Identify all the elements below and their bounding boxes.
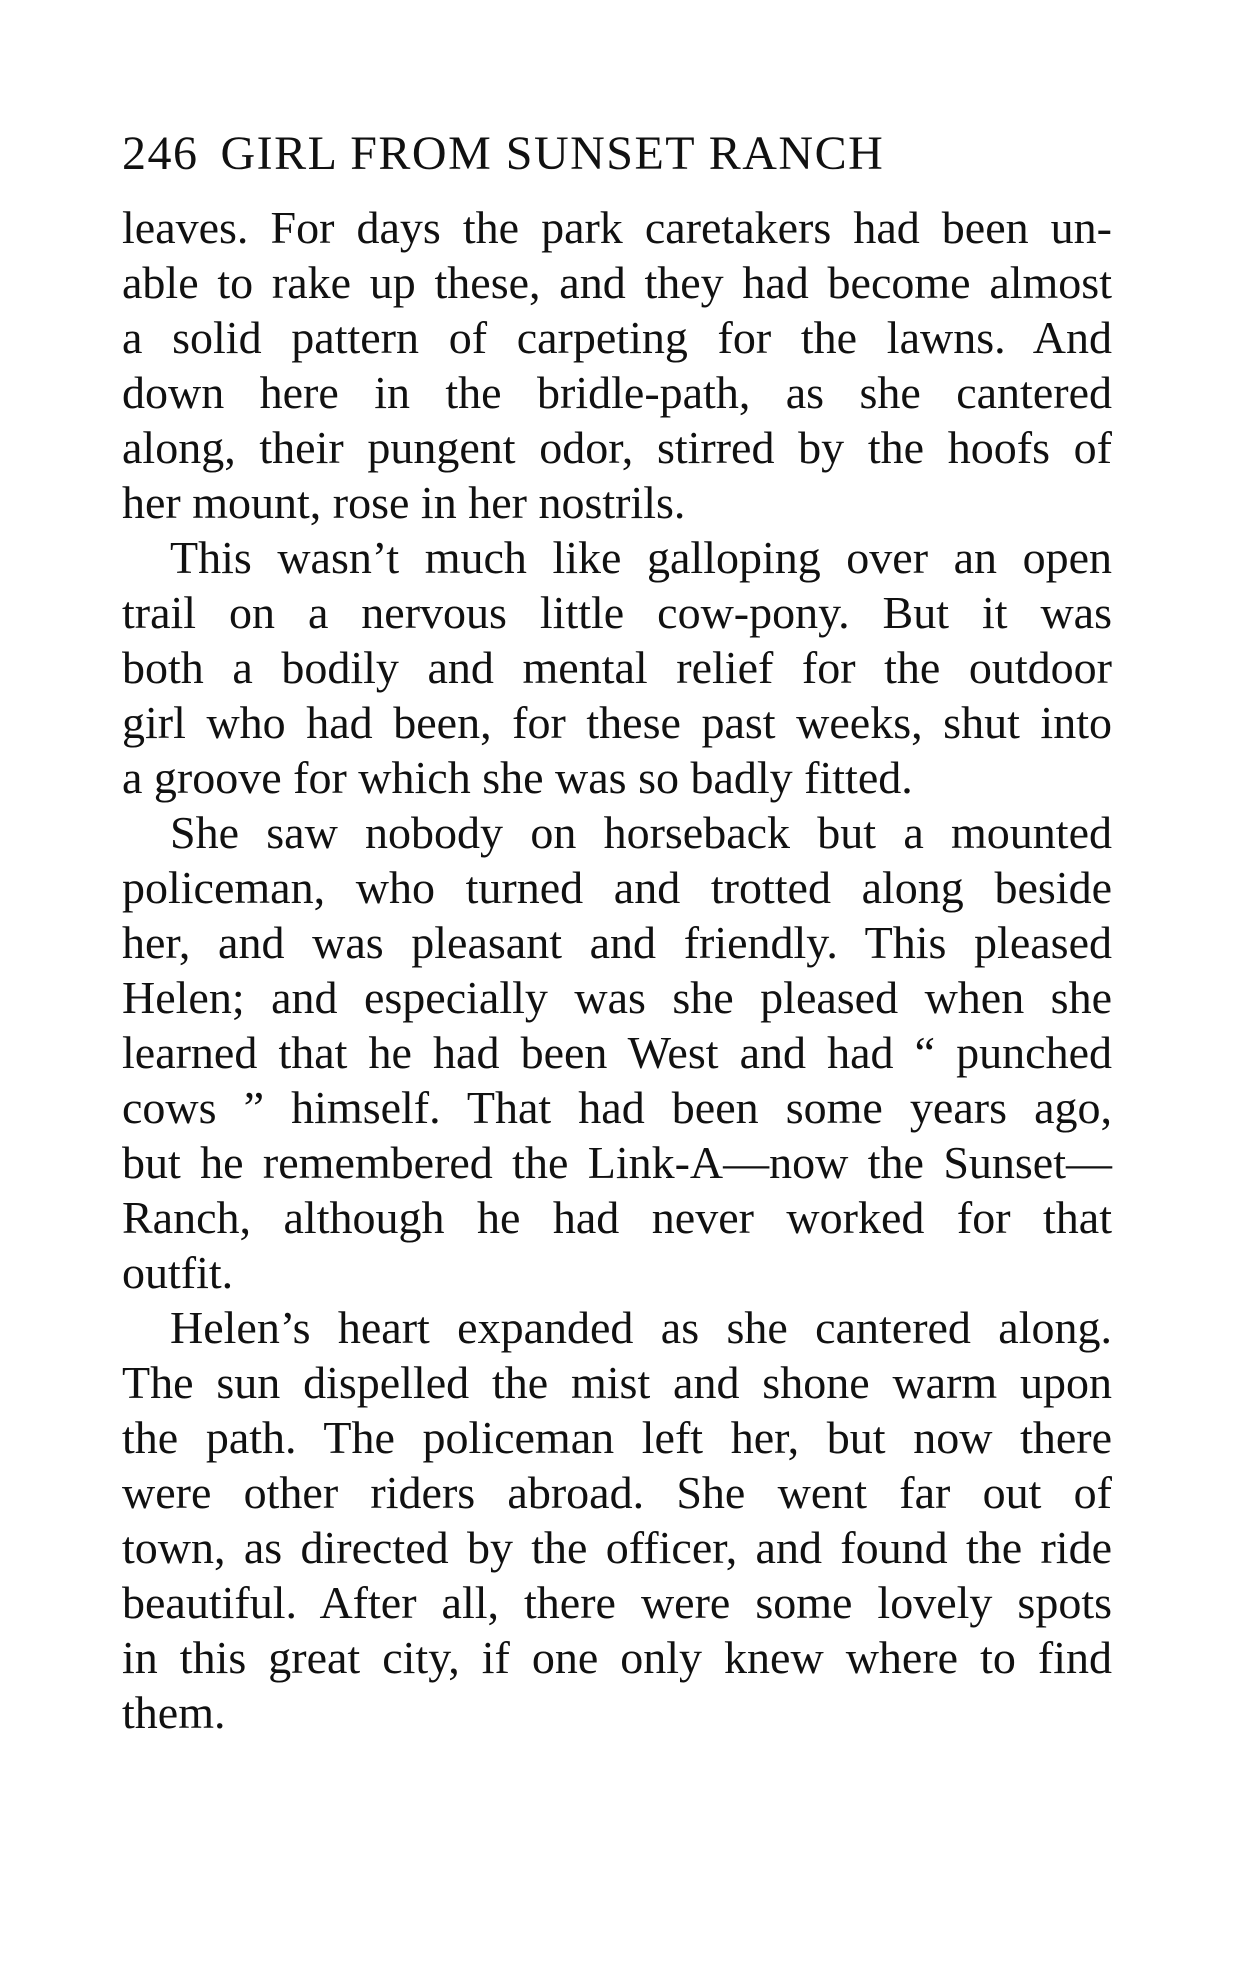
page-number: 246 [122, 127, 199, 180]
text-line: her mount, rose in her nostrils. [122, 477, 686, 528]
text-line: Ranch, although he had never worked for that [122, 1192, 1112, 1243]
running-head [122, 126, 1112, 186]
text-line: able to rake up these, and they had become almost [122, 257, 1112, 308]
text-line: cows ” himself. That had been some years ago, [122, 1082, 1112, 1133]
paragraph-1 [122, 200, 1112, 530]
text-line: This wasn’t much like galloping over an open [170, 532, 1112, 583]
paragraph-2 [122, 530, 1112, 805]
text-line: the path. The policeman left her, but now there [122, 1412, 1112, 1463]
text-line: policeman, who turned and trotted along beside [122, 862, 1112, 913]
text-line: learned that he had been West and had “ punched [122, 1027, 1112, 1078]
book-page [122, 0, 1112, 1971]
text-line: town, as directed by the officer, and found the ride [122, 1522, 1112, 1573]
text-line: trail on a nervous little cow-pony. But it was [122, 587, 1112, 638]
text-line: both a bodily and mental relief for the outdoor [122, 642, 1112, 693]
text-line: She saw nobody on horseback but a mounted [170, 807, 1112, 858]
running-title: GIRL FROM SUNSET RANCH [220, 127, 885, 180]
text-line: were other riders abroad. She went far out of [122, 1467, 1112, 1518]
text-line: The sun dispelled the mist and shone warm upon [122, 1357, 1112, 1408]
text-line: beautiful. After all, there were some lovely spots [122, 1577, 1112, 1628]
text-line: her, and was pleasant and friendly. This pleased [122, 917, 1112, 968]
text-line: along, their pungent odor, stirred by the hoofs of [122, 422, 1112, 473]
text-line: down here in the bridle-path, as she cantered [122, 367, 1112, 418]
text-line: Helen’s heart expanded as she cantered along. [170, 1302, 1112, 1353]
body-text [122, 200, 1112, 1740]
text-line: Helen; and especially was she pleased when she [122, 972, 1112, 1023]
text-line: outfit. [122, 1247, 234, 1298]
text-line: but he remembered the Link-A—now the Sunset— [122, 1137, 1112, 1188]
text-line: in this great city, if one only knew where to find [122, 1632, 1112, 1683]
text-line: them. [122, 1687, 226, 1738]
paragraph-4 [122, 1300, 1112, 1740]
paragraph-3 [122, 805, 1112, 1300]
text-line: leaves. For days the park caretakers had been un- [122, 202, 1112, 253]
text-line: a groove for which she was so badly fitted. [122, 752, 913, 803]
text-line: girl who had been, for these past weeks, shut into [122, 697, 1112, 748]
text-line: a solid pattern of carpeting for the lawns. And [122, 312, 1112, 363]
